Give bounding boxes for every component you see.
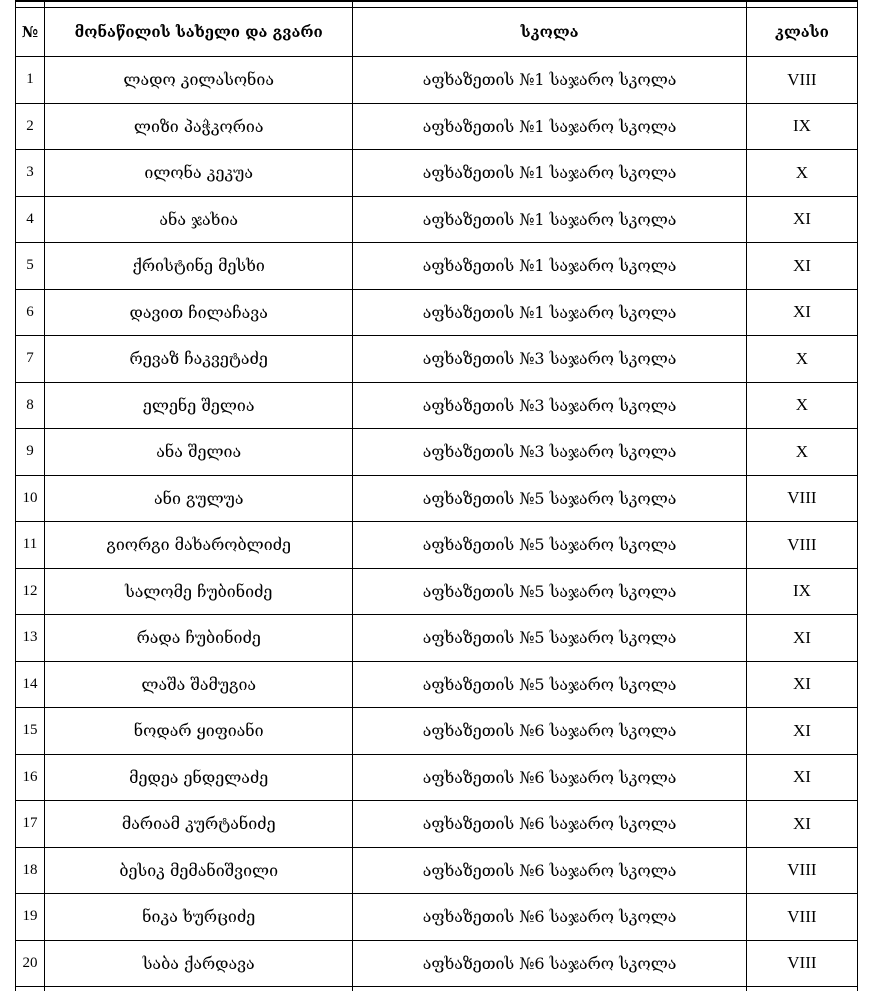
cell-school: აფხაზეთის №6 საჯარო სკოლა xyxy=(353,708,746,755)
cell-school: აფხაზეთის №6 საჯარო სკოლა xyxy=(353,847,746,894)
table-row xyxy=(16,522,858,569)
bottom-edge-cell xyxy=(746,987,857,992)
cell-grade: VIII xyxy=(746,475,857,522)
cell-school: აფხაზეთის №1 საჯარო სკოლა xyxy=(353,57,746,104)
cell-participant-name: ქრისტინე მესხი xyxy=(45,243,353,290)
cell-grade: X xyxy=(746,429,857,476)
table-row xyxy=(16,615,858,662)
cell-number: 11 xyxy=(16,522,45,569)
table-row xyxy=(16,196,858,243)
cell-grade: IX xyxy=(746,103,857,150)
cell-grade: XI xyxy=(746,196,857,243)
cell-participant-name: ანა ჯახია xyxy=(45,196,353,243)
cell-number: 10 xyxy=(16,475,45,522)
cell-grade: VIII xyxy=(746,522,857,569)
table-row xyxy=(16,382,858,429)
cell-number: 6 xyxy=(16,289,45,336)
cell-number: 18 xyxy=(16,847,45,894)
cell-number: 17 xyxy=(16,801,45,848)
cell-school: აფხაზეთის №3 საჯარო სკოლა xyxy=(353,336,746,383)
table-row xyxy=(16,103,858,150)
cell-participant-name: ლადო კილასონია xyxy=(45,57,353,104)
cell-number: 15 xyxy=(16,708,45,755)
cell-grade: XI xyxy=(746,615,857,662)
table-row xyxy=(16,847,858,894)
cell-grade: X xyxy=(746,336,857,383)
cell-participant-name: ილონა კეკუა xyxy=(45,150,353,197)
cell-number: 12 xyxy=(16,568,45,615)
cell-participant-name: რადა ჩუბინიძე xyxy=(45,615,353,662)
cell-grade: XI xyxy=(746,801,857,848)
cell-grade: XI xyxy=(746,243,857,290)
bottom-edge-cell xyxy=(16,987,45,992)
table-row xyxy=(16,754,858,801)
participants-sheet xyxy=(15,0,858,991)
cell-number: 2 xyxy=(16,103,45,150)
cell-school: აფხაზეთის №1 საჯარო სკოლა xyxy=(353,150,746,197)
table-row xyxy=(16,289,858,336)
cell-participant-name: სალომე ჩუბინიძე xyxy=(45,568,353,615)
header-school: სკოლა xyxy=(353,8,746,57)
cell-school: აფხაზეთის №5 საჯარო სკოლა xyxy=(353,568,746,615)
cell-school: აფხაზეთის №5 საჯარო სკოლა xyxy=(353,475,746,522)
cell-number: 13 xyxy=(16,615,45,662)
cell-number: 7 xyxy=(16,336,45,383)
cell-school: აფხაზეთის №5 საჯარო სკოლა xyxy=(353,661,746,708)
cell-number: 8 xyxy=(16,382,45,429)
cell-school: აფხაზეთის №6 საჯარო სკოლა xyxy=(353,940,746,987)
cell-participant-name: გიორგი მახარობლიძე xyxy=(45,522,353,569)
cell-number: 19 xyxy=(16,894,45,941)
cell-school: აფხაზეთის №1 საჯარო სკოლა xyxy=(353,196,746,243)
cell-grade: XI xyxy=(746,661,857,708)
cell-participant-name: ლაშა შამუგია xyxy=(45,661,353,708)
cell-participant-name: ნოდარ ყიფიანი xyxy=(45,708,353,755)
cell-school: აფხაზეთის №6 საჯარო სკოლა xyxy=(353,894,746,941)
cell-school: აფხაზეთის №3 საჯარო სკოლა xyxy=(353,382,746,429)
cell-grade: X xyxy=(746,150,857,197)
table-row xyxy=(16,940,858,987)
cell-school: აფხაზეთის №5 საჯარო სკოლა xyxy=(353,615,746,662)
cell-school: აფხაზეთის №1 საჯარო სკოლა xyxy=(353,289,746,336)
cell-grade: XI xyxy=(746,708,857,755)
table-row xyxy=(16,568,858,615)
cell-number: 16 xyxy=(16,754,45,801)
table-bottom-edge xyxy=(16,987,858,992)
table-row xyxy=(16,336,858,383)
table-row xyxy=(16,661,858,708)
header-number: № xyxy=(16,8,45,57)
cell-grade: VIII xyxy=(746,894,857,941)
cell-number: 1 xyxy=(16,57,45,104)
cell-participant-name: საბა ქარდავა xyxy=(45,940,353,987)
cell-participant-name: ანა შელია xyxy=(45,429,353,476)
cell-participant-name: ანი გულუა xyxy=(45,475,353,522)
cell-participant-name: ელენე შელია xyxy=(45,382,353,429)
header-grade: კლასი xyxy=(746,8,857,57)
cell-participant-name: მარიამ კურტანიძე xyxy=(45,801,353,848)
table-row xyxy=(16,475,858,522)
cell-school: აფხაზეთის №1 საჯარო სკოლა xyxy=(353,243,746,290)
header-row xyxy=(16,8,858,57)
cell-school: აფხაზეთის №3 საჯარო სკოლა xyxy=(353,429,746,476)
cell-school: აფხაზეთის №5 საჯარო სკოლა xyxy=(353,522,746,569)
cell-grade: XI xyxy=(746,289,857,336)
cell-number: 4 xyxy=(16,196,45,243)
table-row xyxy=(16,894,858,941)
cell-number: 14 xyxy=(16,661,45,708)
table-row xyxy=(16,708,858,755)
cell-participant-name: ნიკა ხურციძე xyxy=(45,894,353,941)
cell-participant-name: ბესიკ მემანიშვილი xyxy=(45,847,353,894)
bottom-edge-cell xyxy=(353,987,746,992)
cell-participant-name: მედეა ენდელაძე xyxy=(45,754,353,801)
header-name: მონაწილის სახელი და გვარი xyxy=(45,8,353,57)
table-header xyxy=(16,1,858,57)
cell-school: აფხაზეთის №6 საჯარო სკოლა xyxy=(353,754,746,801)
cell-grade: VIII xyxy=(746,940,857,987)
table-row xyxy=(16,801,858,848)
cell-school: აფხაზეთის №6 საჯარო სკოლა xyxy=(353,801,746,848)
cell-grade: VIII xyxy=(746,57,857,104)
cell-number: 3 xyxy=(16,150,45,197)
table-row xyxy=(16,243,858,290)
bottom-edge-cell xyxy=(45,987,353,992)
cell-participant-name: დავით ჩილაჩავა xyxy=(45,289,353,336)
cell-school: აფხაზეთის №1 საჯარო სკოლა xyxy=(353,103,746,150)
table-row xyxy=(16,57,858,104)
cell-number: 5 xyxy=(16,243,45,290)
table-row xyxy=(16,150,858,197)
cell-participant-name: რევაზ ჩაკვეტაძე xyxy=(45,336,353,383)
cell-grade: X xyxy=(746,382,857,429)
cell-number: 9 xyxy=(16,429,45,476)
cell-grade: VIII xyxy=(746,847,857,894)
participants-table xyxy=(15,0,858,991)
cell-grade: IX xyxy=(746,568,857,615)
table-body xyxy=(16,57,858,987)
cell-participant-name: ლიზი პაჭკორია xyxy=(45,103,353,150)
cell-number: 20 xyxy=(16,940,45,987)
table-row xyxy=(16,429,858,476)
cell-grade: XI xyxy=(746,754,857,801)
